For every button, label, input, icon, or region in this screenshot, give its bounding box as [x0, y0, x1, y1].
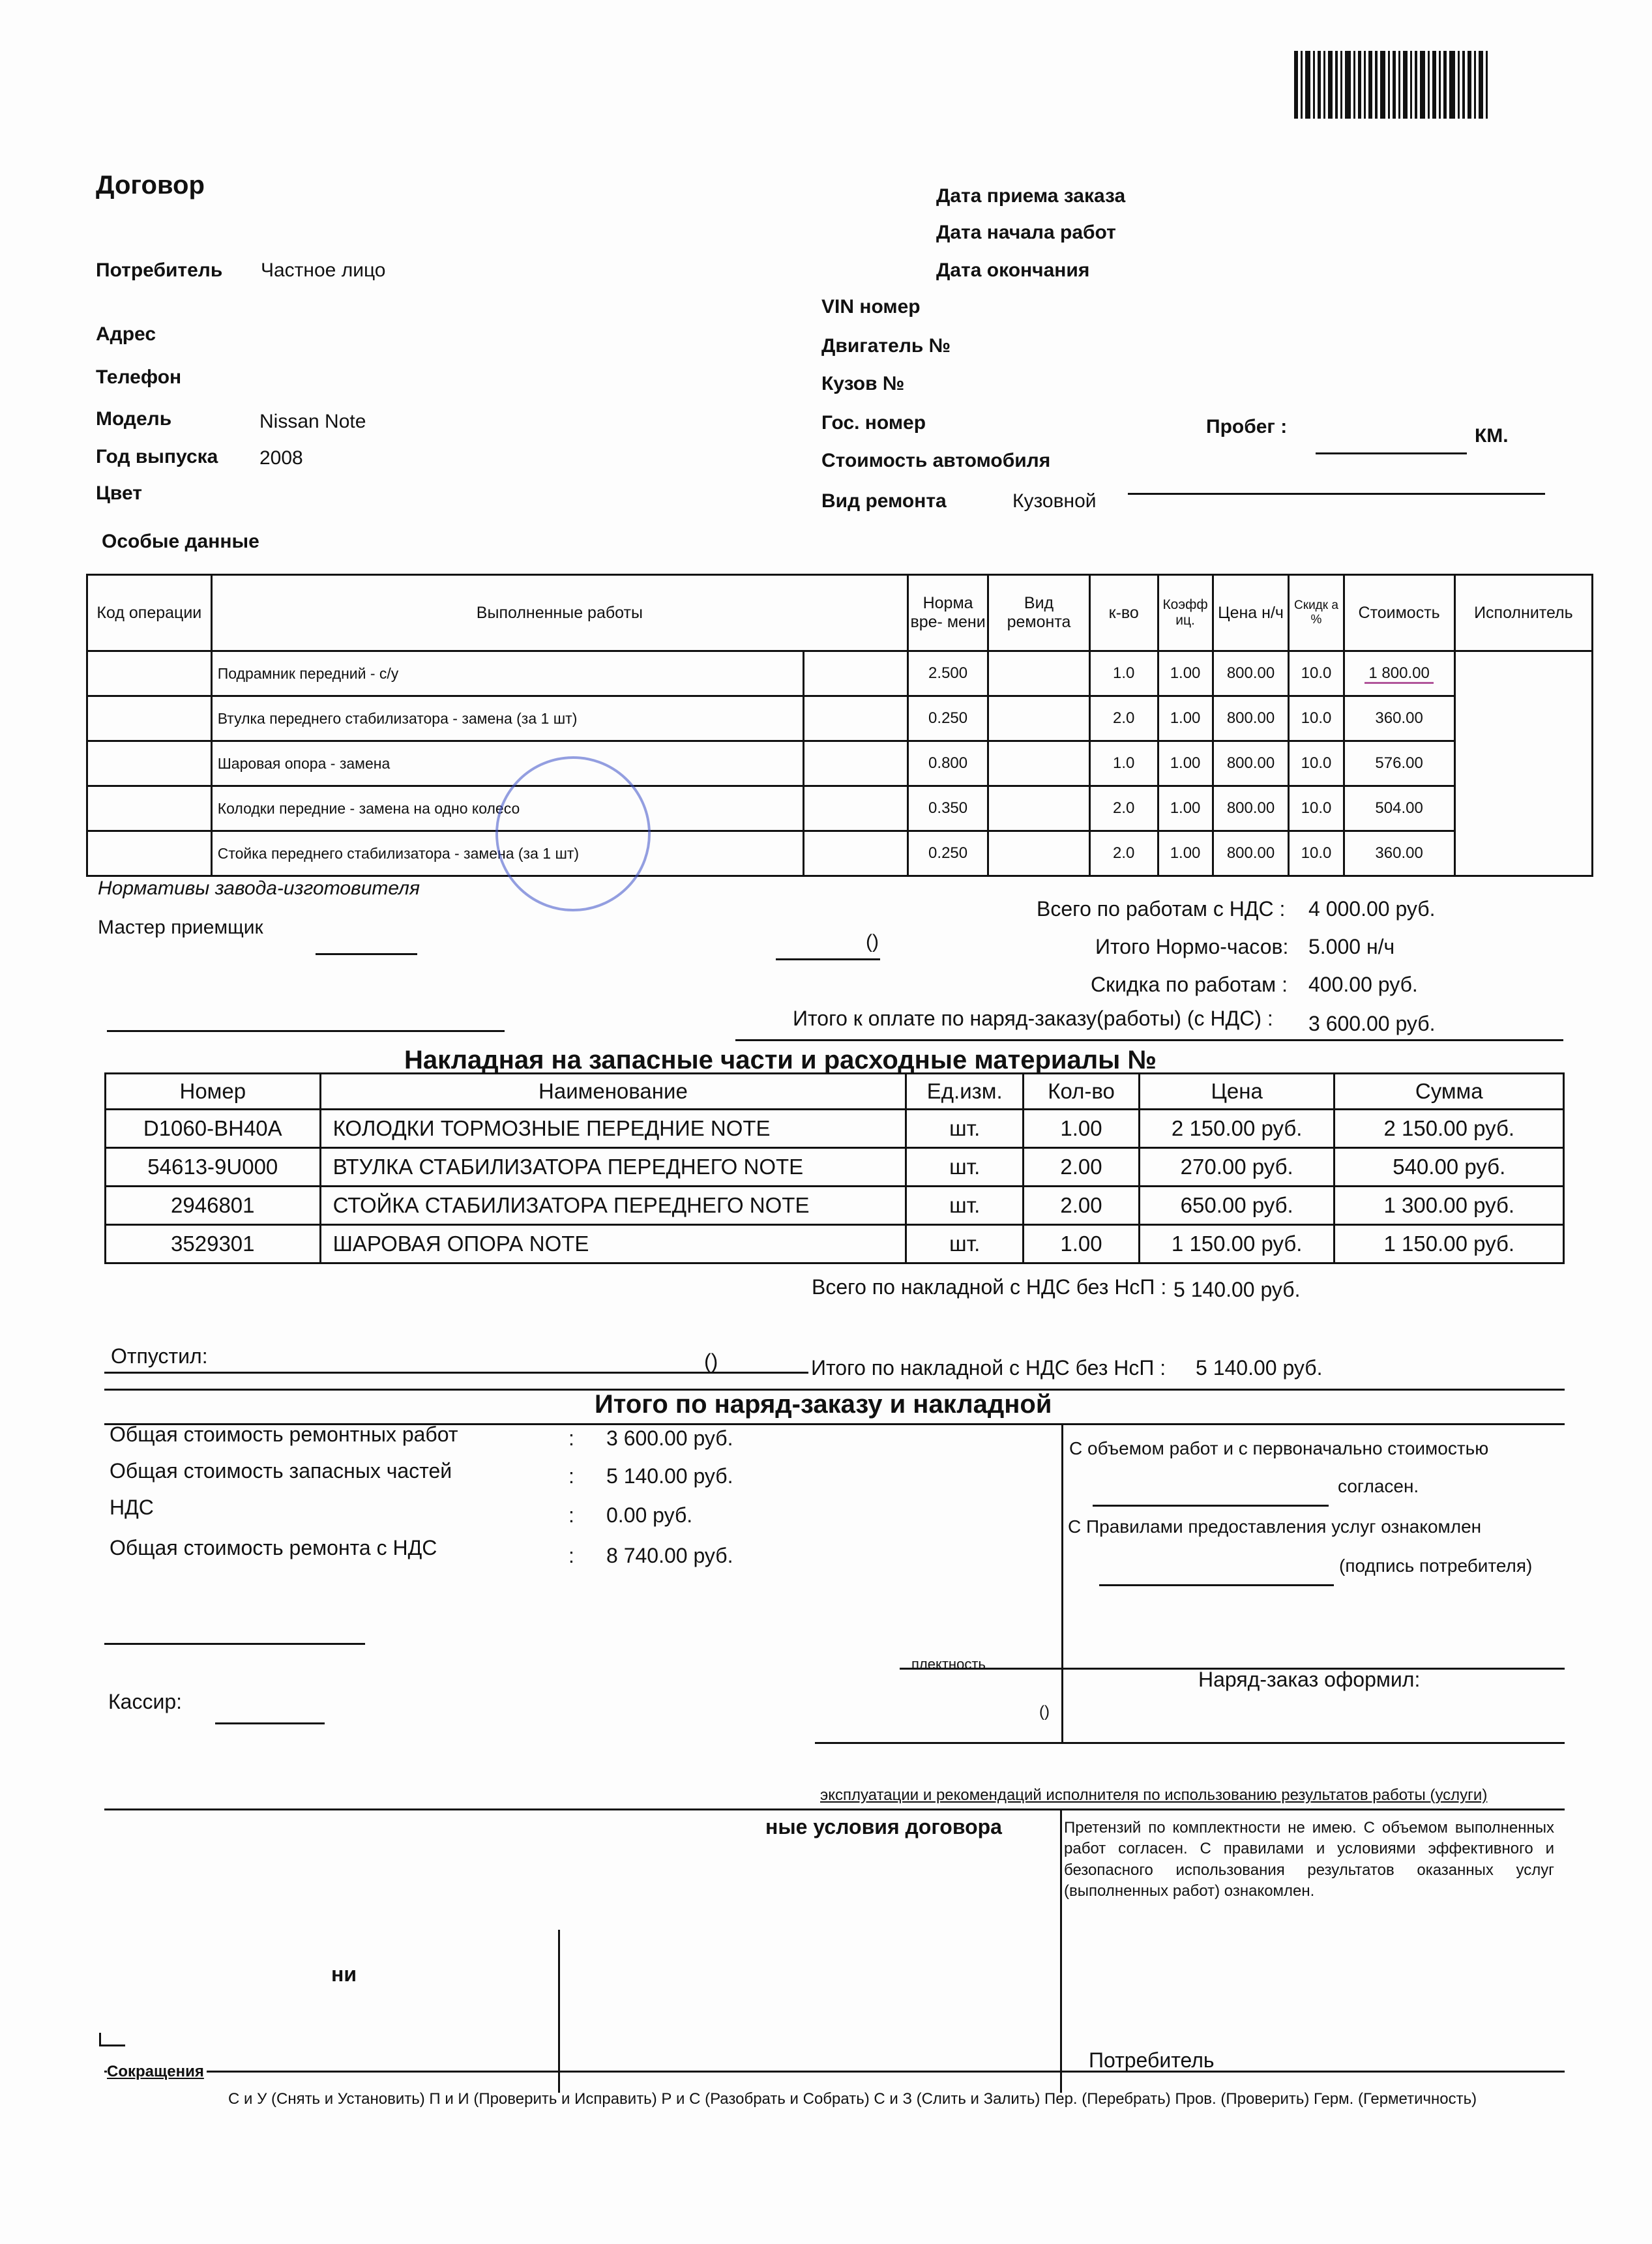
work-norm: 2.500 [908, 651, 988, 696]
work-qty: 1.0 [1089, 741, 1158, 786]
col-code: Код операции [87, 575, 212, 651]
special-data-label: Особые данные [102, 531, 259, 552]
parts-total-value: 5 140.00 руб. [1173, 1278, 1301, 1301]
col-price: Цена н/ч [1213, 575, 1289, 651]
master-paren: () [866, 931, 879, 952]
work-disc: 10.0 [1289, 696, 1344, 741]
mileage-label: Пробег : [1206, 416, 1288, 437]
discount-value: 400.00 руб. [1308, 973, 1418, 996]
part-unit: шт. [906, 1110, 1024, 1148]
part-price: 2 150.00 руб. [1139, 1110, 1335, 1148]
summary-value: 8 740.00 руб. [606, 1544, 733, 1567]
consumer-signature-label: Потребитель [1089, 2048, 1215, 2072]
to-pay-value: 3 600.00 руб. [1308, 1012, 1436, 1035]
part-num: 2946801 [106, 1187, 321, 1225]
work-name: Подрамник передний - с/у [211, 651, 803, 696]
table-row [87, 741, 1593, 786]
work-cost: 360.00 [1344, 696, 1454, 741]
parts-total2-label: Итого по накладной с НДС без НсП : [811, 1356, 1166, 1380]
discount-label: Скидка по работам : [1091, 973, 1288, 996]
part-price: 1 150.00 руб. [1139, 1225, 1335, 1263]
completeness-fragment: плектность [911, 1656, 986, 1672]
released-label: Отпустил: [111, 1344, 208, 1368]
col-coef: Коэфф иц. [1158, 575, 1213, 651]
model-value: Nissan Note [259, 411, 366, 432]
work-norm: 0.800 [908, 741, 988, 786]
to-pay-label: Итого к оплате по наряд-заказу(работы) (с НДС) : [793, 1007, 1273, 1030]
col-pprice: Цена [1139, 1074, 1335, 1110]
part-sum: 1 300.00 руб. [1335, 1187, 1564, 1225]
table-row [87, 696, 1593, 741]
parts-title: Накладная на запасные части и расходные материалы № [404, 1046, 1157, 1074]
work-disc: 10.0 [1289, 786, 1344, 831]
order-date-label: Дата приема заказа [936, 185, 1126, 207]
document-title: Договор [96, 171, 205, 199]
table-row [87, 651, 1593, 696]
color-label: Цвет [96, 482, 142, 504]
consumer-value: Частное лицо [261, 259, 386, 281]
col-disc: Скидк а % [1289, 575, 1344, 651]
summary-label: НДС [110, 1496, 154, 1519]
recommend-line: эксплуатации и рекомендаций исполнителя по использованию результатов работы (услуги) [820, 1786, 1488, 1804]
parts-total2-value: 5 140.00 руб. [1196, 1356, 1323, 1380]
work-cost: 1 800.00 [1364, 664, 1433, 684]
cashier-paren: () [1039, 1703, 1050, 1720]
summary-label: Общая стоимость запасных частей [110, 1459, 452, 1483]
work-cost: 576.00 [1344, 741, 1454, 786]
table-row [87, 786, 1593, 831]
part-sum: 540.00 руб. [1335, 1148, 1564, 1187]
part-qty: 2.00 [1024, 1148, 1140, 1187]
terms-fragment: ные условия договора [765, 1815, 1002, 1838]
summary-value: 5 140.00 руб. [606, 1464, 733, 1488]
col-sum: Сумма [1335, 1074, 1564, 1110]
table-row [106, 1148, 1564, 1187]
work-coef: 1.00 [1158, 831, 1213, 876]
ni-fragment: ни [331, 1962, 357, 1986]
work-coef: 1.00 [1158, 696, 1213, 741]
work-qty: 1.0 [1089, 651, 1158, 696]
part-name: СТОЙКА СТАБИЛИЗАТОРА ПЕРЕДНЕГО NOTE [320, 1187, 906, 1225]
barcode [1294, 51, 1568, 119]
table-row [87, 831, 1593, 876]
part-num: 3529301 [106, 1225, 321, 1263]
work-name: Втулка переднего стабилизатора - замена (за 1 шт) [211, 696, 803, 741]
car-cost-line [1128, 493, 1545, 495]
part-name: ВТУЛКА СТАБИЛИЗАТОРА ПЕРЕДНЕГО NOTE [320, 1148, 906, 1187]
part-price: 650.00 руб. [1139, 1187, 1335, 1225]
summary-label: Общая стоимость ремонта с НДС [110, 1536, 437, 1559]
part-sum: 2 150.00 руб. [1335, 1110, 1564, 1148]
part-num: 54613-9U000 [106, 1148, 321, 1187]
part-name: ШАРОВАЯ ОПОРА NOTE [320, 1225, 906, 1263]
agree-text-2: С Правилами предоставления услуг ознакомлен [1068, 1516, 1482, 1537]
start-date-label: Дата начала работ [936, 222, 1116, 243]
claims-text: Претензий по комплектности не имею. С объемом выполненных работ согласен. С правилами и условиями эффективного и безопасного использования результатов оказанных услуг (выполненных работ) ознакомлен. [1064, 1819, 1554, 1900]
work-price: 800.00 [1213, 696, 1289, 741]
signature-note: (подпись потребителя) [1339, 1556, 1533, 1576]
col-qty: к-во [1089, 575, 1158, 651]
col-pqty: Кол-во [1024, 1074, 1140, 1110]
phone-label: Телефон [96, 366, 182, 388]
col-exec: Исполнитель [1454, 575, 1592, 651]
part-qty: 1.00 [1024, 1225, 1140, 1263]
norm-hours-value: 5.000 н/ч [1308, 935, 1395, 958]
col-type: Вид ремонта [988, 575, 1090, 651]
body-label: Кузов № [821, 373, 905, 394]
table-row [106, 1110, 1564, 1148]
table-row [106, 1187, 1564, 1225]
norms-note: Нормативы завода-изготовителя [98, 878, 420, 899]
work-qty: 2.0 [1089, 696, 1158, 741]
part-name: КОЛОДКИ ТОРМОЗНЫЕ ПЕРЕДНИЕ NOTE [320, 1110, 906, 1148]
address-label: Адрес [96, 323, 156, 345]
repair-type-value: Кузовной [1012, 490, 1097, 512]
work-disc: 10.0 [1289, 651, 1344, 696]
work-price: 800.00 [1213, 786, 1289, 831]
col-num: Номер [106, 1074, 321, 1110]
year-value: 2008 [259, 447, 303, 469]
model-label: Модель [96, 408, 172, 430]
parts-table [104, 1072, 1565, 1264]
col-norm: Норма вре- мени [908, 575, 988, 651]
part-unit: шт. [906, 1225, 1024, 1263]
work-disc: 10.0 [1289, 831, 1344, 876]
signature-line [1099, 1584, 1334, 1586]
work-price: 800.00 [1213, 741, 1289, 786]
released-paren: () [704, 1350, 718, 1373]
work-norm: 0.350 [908, 786, 988, 831]
consumer-label: Потребитель [96, 259, 223, 281]
agree-text-1-end: согласен. [1338, 1476, 1419, 1496]
col-cost: Стоимость [1344, 575, 1454, 651]
work-price: 800.00 [1213, 831, 1289, 876]
work-cost: 504.00 [1344, 786, 1454, 831]
mileage-line [1316, 452, 1467, 454]
year-label: Год выпуска [96, 446, 218, 467]
car-cost-label: Стоимость автомобиля [821, 450, 1051, 471]
col-pname: Наименование [320, 1074, 906, 1110]
col-name: Выполненные работы [211, 575, 907, 651]
work-name: Колодки передние - замена на одно колесо [211, 786, 803, 831]
work-norm: 0.250 [908, 831, 988, 876]
end-date-label: Дата окончания [936, 259, 1090, 281]
summary-value: 0.00 руб. [606, 1503, 693, 1527]
work-price: 800.00 [1213, 651, 1289, 696]
parts-header-row [106, 1074, 1564, 1110]
work-name: Стойка переднего стабилизатора - замена (за 1 шт) [211, 831, 803, 876]
signature-line [1093, 1505, 1329, 1507]
work-coef: 1.00 [1158, 786, 1213, 831]
order-issued-label: Наряд-заказ оформил: [1198, 1668, 1421, 1691]
engine-label: Двигатель № [821, 335, 951, 357]
total-vat-label: Всего по работам с НДС : [1037, 897, 1286, 921]
works-header-row [87, 575, 1593, 651]
work-coef: 1.00 [1158, 651, 1213, 696]
parts-total-label: Всего по накладной с НДС без НсП : [812, 1275, 1167, 1299]
abbr-label: Сокращения [107, 2063, 207, 2081]
master-label: Мастер приемщик [98, 917, 263, 938]
plate-label: Гос. номер [821, 412, 926, 434]
total-vat-value: 4 000.00 руб. [1308, 897, 1436, 921]
abbr-text: С и У (Снять и Установить) П и И (Проверить и Исправить) Р и С (Разобрать и Собрать) С и З (Слить и Залить) Пер. (Перебрать) Пров. (Проверить) Герм. (Герметичность) [228, 2090, 1477, 2108]
work-coef: 1.00 [1158, 741, 1213, 786]
work-cost: 360.00 [1344, 831, 1454, 876]
work-norm: 0.250 [908, 696, 988, 741]
works-table [86, 574, 1593, 877]
summary-value: 3 600.00 руб. [606, 1426, 733, 1450]
work-qty: 2.0 [1089, 786, 1158, 831]
col-unit: Ед.изм. [906, 1074, 1024, 1110]
part-sum: 1 150.00 руб. [1335, 1225, 1564, 1263]
agree-text-1: С объемом работ и с первоначально стоимостью [1069, 1438, 1489, 1458]
summary-label: Общая стоимость ремонтных работ [110, 1423, 458, 1446]
part-qty: 1.00 [1024, 1110, 1140, 1148]
mileage-unit: КМ. [1475, 425, 1509, 447]
repair-type-label: Вид ремонта [821, 490, 947, 512]
work-name: Шаровая опора - замена [211, 741, 803, 786]
part-qty: 2.00 [1024, 1187, 1140, 1225]
vin-label: VIN номер [821, 296, 921, 317]
table-row [106, 1225, 1564, 1263]
summary-title: Итого по наряд-заказу и накладной [595, 1390, 1052, 1419]
work-qty: 2.0 [1089, 831, 1158, 876]
norm-hours-label: Итого Нормо-часов: [1095, 935, 1289, 958]
work-disc: 10.0 [1289, 741, 1344, 786]
part-unit: шт. [906, 1187, 1024, 1225]
part-price: 270.00 руб. [1139, 1148, 1335, 1187]
cashier-label: Кассир: [108, 1690, 182, 1713]
part-unit: шт. [906, 1148, 1024, 1187]
part-num: D1060-BH40A [106, 1110, 321, 1148]
